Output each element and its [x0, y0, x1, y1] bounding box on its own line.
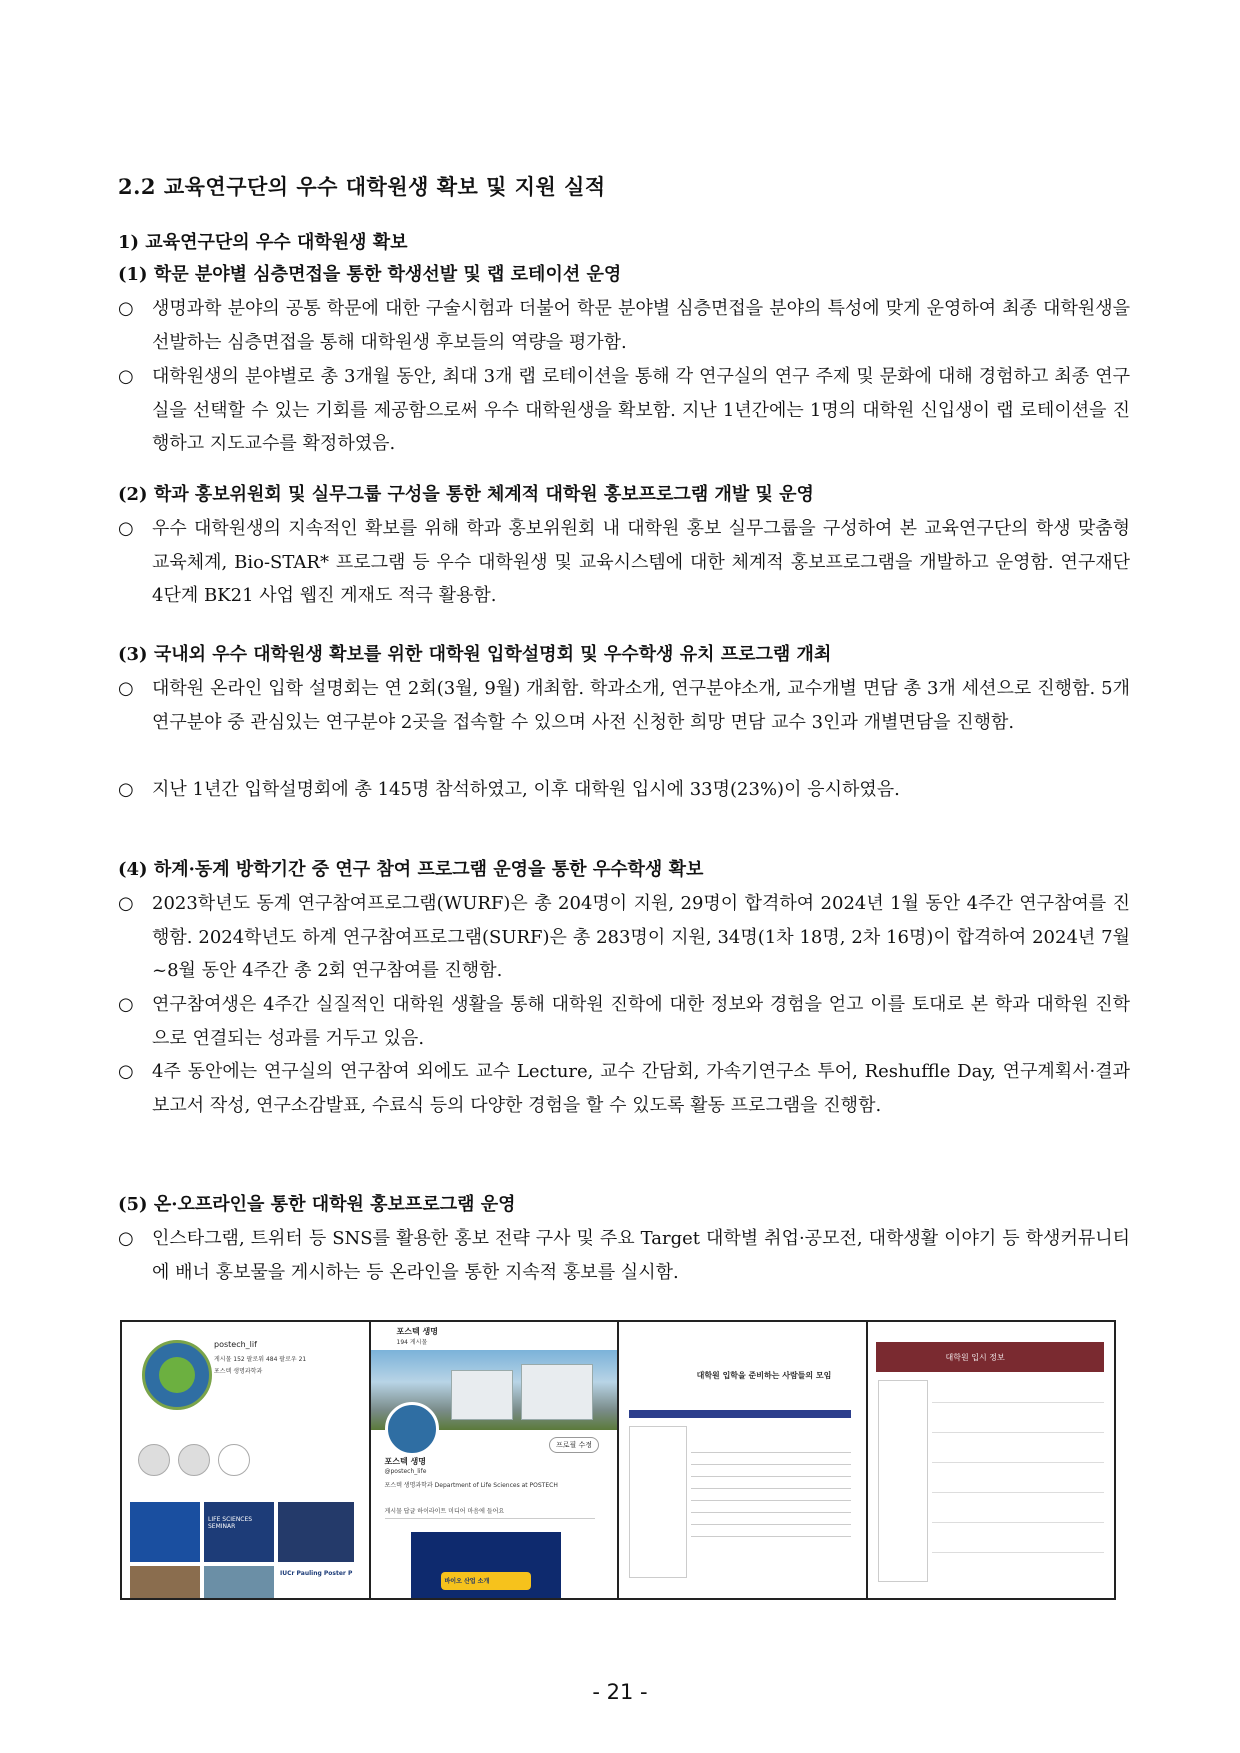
item-5-title: (5) 온·오프라인을 통한 대학원 홍보프로그램 운영 [118, 1194, 516, 1215]
circle-bullet-icon: ○ [118, 518, 134, 539]
twitter-header: 포스텍 생명 [396, 1327, 438, 1336]
item-5-bullet-1 [118, 1222, 1130, 1289]
post-thumbnail [204, 1566, 274, 1598]
circle-bullet-icon: ○ [118, 298, 134, 319]
cafe-nav-bar[interactable] [629, 1410, 851, 1418]
instagram-handle: postech_lif [214, 1340, 257, 1349]
instagram-name: 포스텍 생명과학과 [214, 1368, 263, 1375]
twitter-bio: 포스텍 생명과학과 Department of Life Sciences at POSTECH [384, 1482, 558, 1489]
subsection-title: 1) 교육연구단의 우수 대학원생 확보 [118, 232, 408, 253]
circle-bullet-icon: ○ [118, 893, 134, 914]
highlight-icon [178, 1444, 210, 1476]
post-row[interactable] [932, 1402, 1104, 1403]
post-row[interactable] [932, 1432, 1104, 1433]
cafe-header [619, 1322, 866, 1410]
bullet-text: 인스타그램, 트위터 등 SNS를 활용한 홍보 전략 구사 및 주요 Target 대학별 취업·공모전, 대학생활 이야기 등 학생커뮤니티에 배너 홍보물을 게시하는 등 온라인을 통한 지속적 홍보를 실시함. [152, 1228, 1130, 1283]
bullet-text: 대학원생의 분야별로 총 3개월 동안, 최대 3개 랩 로테이션을 통해 각 연구실의 연구 주제 및 문화에 대해 경험하고 최종 연구실을 선택할 수 있는 기회를 제공함으로써 우수 대학원생을 확보함. 지난 1년간에는 1명의 대학원 신입생이 랩 로테이션을 진행하고 지도교수를 확정하였음. [152, 366, 1130, 454]
post-thumbnail: LIFE SCIENCES SEMINAR [204, 1502, 274, 1562]
page-number: - 21 - [592, 1680, 648, 1704]
cafe-sidebar [629, 1426, 687, 1578]
post-row[interactable] [691, 1476, 851, 1477]
twitter-id: @postech_life [384, 1468, 427, 1475]
item-4-title: (4) 하계·동계 방학기간 중 연구 참여 프로그램 운영을 통한 우수학생 확보 [118, 859, 704, 880]
department-logo-icon [142, 1340, 212, 1410]
circle-bullet-icon: ○ [118, 779, 134, 800]
circle-bullet-icon: ○ [118, 994, 134, 1015]
post-row[interactable] [691, 1488, 851, 1489]
twitter-post-count: 194 게시물 [396, 1339, 428, 1346]
circle-bullet-icon: ○ [118, 366, 134, 387]
item-2-bullet-1 [118, 512, 1130, 613]
promo-poster: 바이오 산업 소개 [411, 1532, 561, 1598]
circle-bullet-icon: ○ [118, 678, 134, 699]
board-banner: 대학원 입시 정보 [876, 1342, 1104, 1372]
post-thumbnail [130, 1566, 200, 1598]
bullet-text: 대학원 온라인 입학 설명회는 연 2회(3월, 9월) 개최함. 학과소개, 연구분야소개, 교수개별 면담 총 3개 세션으로 진행함. 5개 연구분야 중 관심있는 연구분야 2곳을 접속할 수 있으며 사전 신청한 희망 면담 교수 3인과 개별면담을 진행함. [152, 678, 1130, 733]
item-1-title: (1) 학문 분야별 심층면접을 통한 학생선발 및 랩 로테이션 운영 [118, 264, 622, 285]
bullet-text: 2023학년도 동계 연구참여프로그램(WURF)은 총 204명이 지원, 29명이 합격하여 2024년 1월 동안 4주간 연구참여를 진행함. 2024학년도 하계 연구참여프로그램(SURF)은 총 283명이 지원, 34명(1차 18명, 2차 16명)이 합격하여 2024년 7월~8월 동안 4주간 총 2회 연구참여를 진행함. [152, 893, 1130, 981]
twitter-name: 포스텍 생명 [384, 1457, 426, 1466]
item-1-bullet-1 [118, 292, 1130, 359]
item-1-bullet-2 [118, 360, 1130, 461]
item-2-title: (2) 학과 홍보위원회 및 실무그룹 구성을 통한 체계적 대학원 홍보프로그램 개발 및 운영 [118, 484, 814, 505]
profile-avatar [385, 1402, 439, 1456]
post-row[interactable] [691, 1452, 851, 1453]
post-row[interactable] [691, 1536, 851, 1537]
bullet-text: 연구참여생은 4주간 실질적인 대학원 생활을 통해 대학원 진학에 대한 정보와 경험을 얻고 이를 토대로 본 학과 대학원 진학으로 연결되는 성과를 거두고 있음. [152, 994, 1130, 1049]
post-row[interactable] [691, 1500, 851, 1501]
item-4-bullet-2 [118, 988, 1130, 1055]
circle-bullet-icon: ○ [118, 1061, 134, 1082]
post-row[interactable] [932, 1522, 1104, 1523]
post-row[interactable] [691, 1464, 851, 1465]
post-thumbnail: IUCr Pauling Poster P [278, 1566, 354, 1598]
bullet-text: 4주 동안에는 연구실의 연구참여 외에도 교수 Lecture, 교수 간담회, 가속기연구소 투어, Reshuffle Day, 연구계획서·결과보고서 작성, 연구소감발표, 수료식 등의 다양한 경험을 할 수 있도록 활동 프로그램을 진행함. [152, 1061, 1130, 1116]
edit-profile-button[interactable]: 프로필 수정 [549, 1437, 599, 1453]
section-title: 2.2 교육연구단의 우수 대학원생 확보 및 지원 실적 [118, 174, 606, 199]
bullet-text: 지난 1년간 입학설명회에 총 145명 참석하였고, 이후 대학원 입시에 33명(23%)이 응시하였음. [152, 779, 900, 800]
board-sidebar [878, 1380, 928, 1582]
community-board-screenshot [868, 1322, 1115, 1598]
circle-bullet-icon: ○ [118, 1228, 134, 1249]
post-row[interactable] [932, 1462, 1104, 1463]
post-thumbnail [130, 1502, 200, 1562]
item-3-bullet-1 [118, 672, 1130, 739]
item-4-bullet-3 [118, 1055, 1130, 1122]
post-thumbnail [278, 1502, 354, 1562]
bullet-text: 우수 대학원생의 지속적인 확보를 위해 학과 홍보위원회 내 대학원 홍보 실무그룹을 구성하여 본 교육연구단의 학생 맞춤형 교육체계, Bio-STAR* 프로그램 등 우수 대학원생 및 교육시스템에 대한 체계적 홍보프로그램을 개발하고 운영함. 연구재단 4단계 BK21 사업 웹진 게재도 적극 활용함. [152, 518, 1130, 606]
post-row[interactable] [932, 1552, 1104, 1553]
post-row[interactable] [932, 1492, 1104, 1493]
item-3-title: (3) 국내외 우수 대학원생 확보를 위한 대학원 입학설명회 및 우수학생 유치 프로그램 개최 [118, 644, 832, 665]
post-row[interactable] [691, 1524, 851, 1525]
item-3-bullet-2 [118, 773, 1130, 807]
bullet-text: 생명과학 분야의 공통 학문에 대한 구술시험과 더불어 학문 분야별 심층면접을 분야의 특성에 맞게 운영하여 최종 대학원생을 선발하는 심층면접을 통해 대학원생 후보들의 역량을 평가함. [152, 298, 1130, 353]
add-highlight-icon [218, 1444, 250, 1476]
instagram-stats: 게시물 152 팔로워 484 팔로우 21 [214, 1356, 307, 1363]
instagram-screenshot [122, 1322, 371, 1598]
highlight-icon [138, 1444, 170, 1476]
sns-screenshots-figure [120, 1320, 1116, 1600]
twitter-tabs[interactable]: 게시물 답글 하이라이트 미디어 마음에 들어요 [385, 1506, 595, 1519]
item-4-bullet-1 [118, 887, 1130, 988]
community-cafe-screenshot [619, 1322, 868, 1598]
post-row[interactable] [691, 1512, 851, 1513]
twitter-screenshot [371, 1322, 620, 1598]
cafe-title: 대학원 입학을 준비하는 사람들의 모임 [696, 1371, 832, 1380]
